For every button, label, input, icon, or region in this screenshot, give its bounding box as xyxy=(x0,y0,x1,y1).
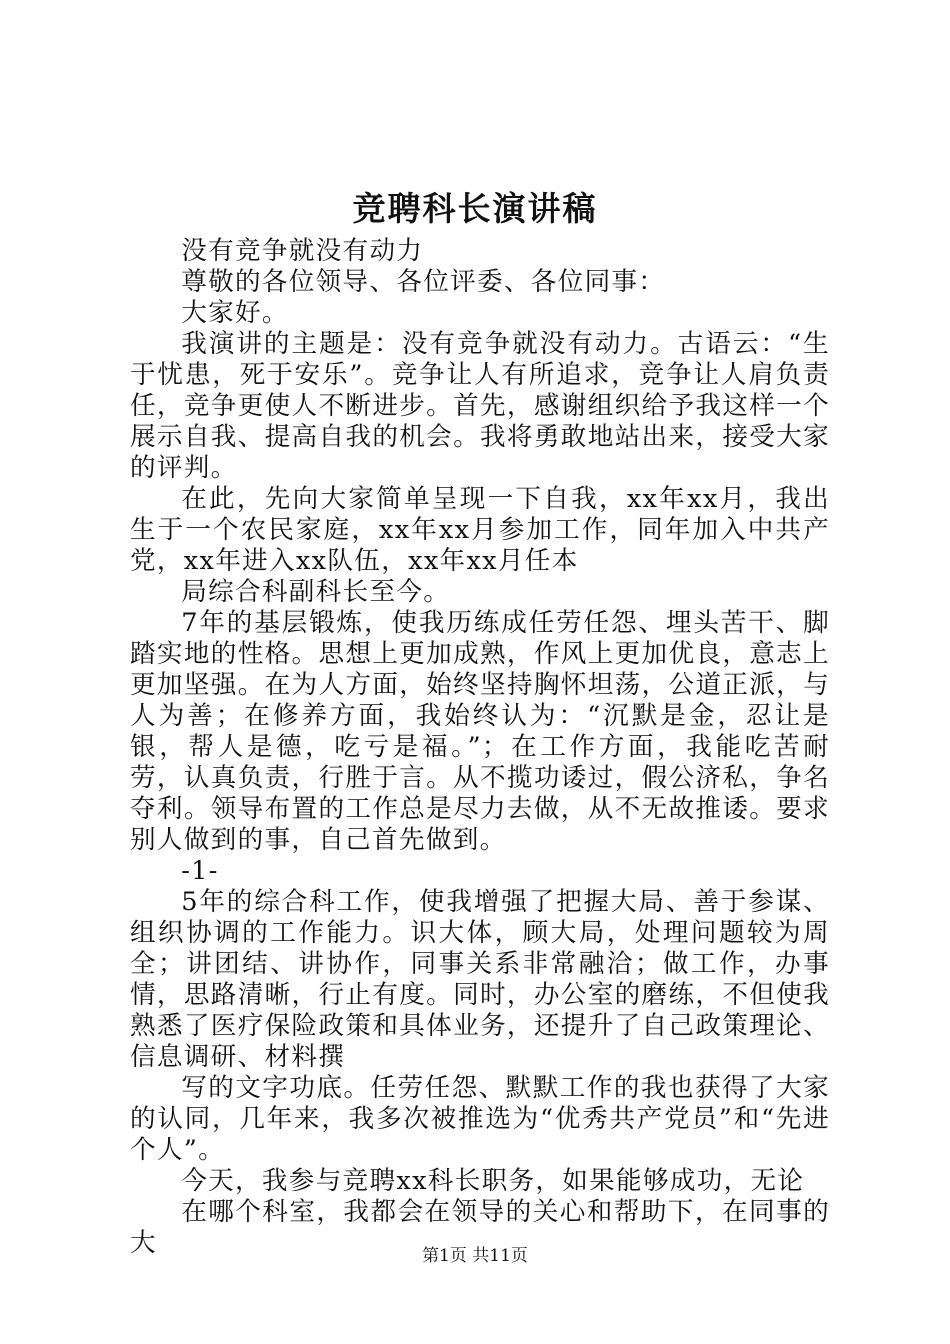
paragraph: 今天，我参与竞聘xx科长职务，如果能够成功，无论 xyxy=(181,1166,805,1196)
paragraph: 大家好。 xyxy=(181,298,289,328)
paragraph: 7年的基层锻炼，使我历练成任劳任怨、埋头苦干、脚踏实地的性格。思想上更加成熟，作风上更加优良，意志上更加坚强。在为人方面，始终坚持胸怀坦荡，公道正派，与人为善；在修养方面，我始终认为：“沉默是金，忍让是银，帮人是德，吃亏是福。”；在工作方面，我能吃苦耐劳，认真负责，行胜于言。从不揽功诿过，假公济私，争名夺利。领导布置的工作总是尽力去做，从不无故推诿。要求别人做到的事，自己首先做到。 xyxy=(130,608,830,855)
page-marker: -1- xyxy=(181,856,219,886)
paragraph: 写的文字功底。任劳任怨、默默工作的我也获得了大家的认同，几年来，我多次被推选为“优秀共产党员”和“先进个人”。 xyxy=(130,1073,830,1165)
page-footer: 第1页 共11页 xyxy=(422,1246,528,1266)
paragraph: 局综合科副科长至今。 xyxy=(181,577,451,607)
paragraph: 5年的综合科工作，使我增强了把握大局、善于参谋、组织协调的工作能力。识大体，顾大局，处理问题较为周全；讲团结、讲协作，同事关系非常融洽；做工作，办事情，思路清晰，行止有度。同时，办公室的磨练，不但使我熟悉了医疗保险政策和具体业务，还提升了自己政策理论、信息调研、材料撰 xyxy=(130,887,830,1072)
document-body xyxy=(130,236,830,1259)
document-title: 竞聘科长演讲稿 xyxy=(352,189,598,228)
paragraph: 我演讲的主题是：没有竞争就没有动力。古语云：“生于忧患，死于安乐”。竞争让人有所追求，竞争让人肩负责任，竞争更使人不断进步。首先，感谢组织给予我这样一个展示自我、提高自我的机会。我将勇敢地站出来，接受大家的评判。 xyxy=(130,329,830,483)
paragraph: 尊敬的各位领导、各位评委、各位同事： xyxy=(181,267,666,297)
paragraph: 在此，先向大家简单呈现一下自我，xx年xx月，我出生于一个农民家庭，xx年xx月参加工作，同年加入中共产党，xx年进入xx队伍，xx年xx月任本 xyxy=(130,484,830,576)
paragraph: 在哪个科室，我都会在领导的关心和帮助下，在同事的大 xyxy=(130,1197,830,1258)
paragraph: 没有竞争就没有动力 xyxy=(181,236,424,266)
